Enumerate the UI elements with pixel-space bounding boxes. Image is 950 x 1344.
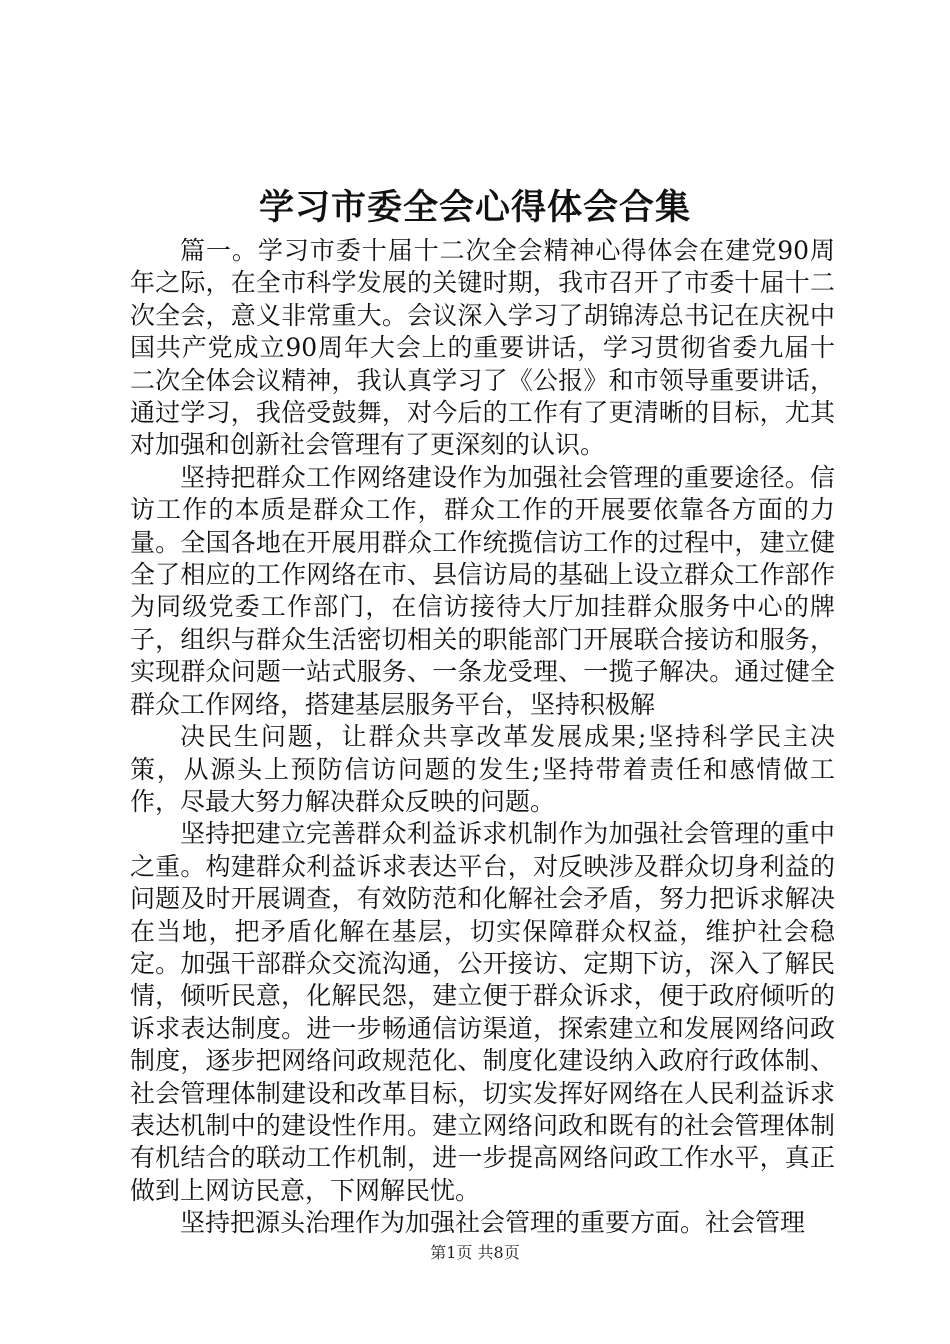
paragraph-4: 坚持把建立完善群众利益诉求机制作为加强社会管理的重中之重。构建群众利益诉求表达平台，对反映涉及群众切身利益的问题及时开展调查，有效防范和化解社会矛盾，努力把诉求解决在当地，把矛盾化解在基层，切实保障群众权益，维护社会稳定。加强干部群众交流沟通，公开接访、定期下访，深入了解民情，倾听民意，化解民怨，建立便于群众诉求，便于政府倾听的诉求表达制度。进一步畅通信访渠道，探索建立和发展网络问政制度，逐步把网络问政规范化、制度化建设纳入政府行政体制、社会管理体制建设和改革目标，切实发挥好网络在人民利益诉求表达机制中的建设性作用。建立网络问政和既有的社会管理体制有机结合的联动工作机制，进一步提高网络问政工作水平，真正做到上网访民意，下网解民忧。 — [130, 819, 835, 1205]
paragraph-2: 坚持把群众工作网络建设作为加强社会管理的重要途径。信访工作的本质是群众工作，群众工作的开展要依靠各方面的力量。全国各地在开展用群众工作统揽信访工作的过程中，建立健全了相应的工作网络在市、县信访局的基础上设立群众工作部作为同级党委工作部门，在信访接待大厅加挂群众服务中心的牌子，组织与群众生活密切相关的职能部门开展联合接访和服务，实现群众问题一站式服务、一条龙受理、一揽子解决。通过健全群众工作网络，搭建基层服务平台，坚持积极解 — [130, 462, 835, 719]
paragraph-5: 坚持把源头治理作为加强社会管理的重要方面。社会管理 — [180, 1208, 806, 1238]
paragraph-3: 决民生问题，让群众共享改革发展成果;坚持科学民主决策，从源头上预防信访问题的发生;坚持带着责任和感情做工作，尽最大努力解决群众反映的问题。 — [130, 722, 835, 816]
document-body — [130, 235, 835, 1240]
document-title: 学习市委全会心得体会合集 — [258, 187, 691, 228]
paragraph-1: 篇一。学习市委十届十二次全会精神心得体会在建党90周年之际，在全市科学发展的关键时期，我市召开了市委十届十二次全会，意义非常重大。会议深入学习了胡锦涛总书记在庆祝中国共产党成立90周年大会上的重要讲话，学习贯彻省委九届十二次全体会议精神，我认真学习了《公报》和市领导重要讲话，通过学习，我倍受鼓舞，对今后的工作有了更清晰的目标，尤其对加强和创新社会管理有了更深刻的认识。 — [130, 236, 835, 460]
page-number-footer: 第1页 共8页 — [430, 1243, 520, 1262]
